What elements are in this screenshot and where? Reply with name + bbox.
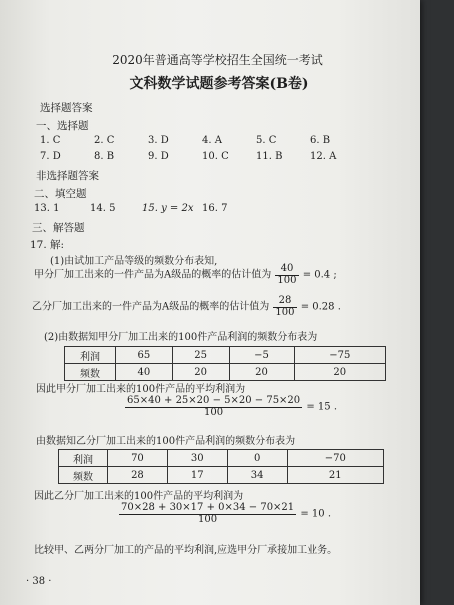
prob-b-text: 乙分厂加工出来的一件产品为A级品的概率的估计值为 xyxy=(32,301,270,313)
avg-b-equation xyxy=(118,503,331,525)
profit-table-b xyxy=(58,449,384,484)
avg-b-denominator: 100 xyxy=(198,513,218,525)
table-row xyxy=(59,467,384,484)
avg-b-numerator: 70×28 + 30×17 + 0×34 − 70×21 xyxy=(121,502,295,513)
answer-item: 6. B xyxy=(310,135,331,146)
question-17-label: 17. 解: xyxy=(30,239,65,251)
avg-a-result: = 15 . xyxy=(306,401,337,413)
solution-step-2b: 由数据知乙分厂加工出来的100件产品利润的频数分布表为 xyxy=(36,436,296,447)
table-cell: 65 xyxy=(116,347,173,364)
answer-item: 3. D xyxy=(148,135,169,146)
solution-step-1: (1)由试加工产品等级的频数分布表知, xyxy=(50,256,218,267)
conclusion: 比较甲、乙两分厂加工的产品的平均利润,应选甲分厂承接加工业务。 xyxy=(34,545,338,556)
table-cell: 20 xyxy=(172,364,229,381)
table-cell: 利润 xyxy=(59,450,108,467)
answer-item: 5. C xyxy=(256,135,277,146)
avg-a-numerator: 65×40 + 25×20 − 5×20 − 75×20 xyxy=(127,395,301,406)
prob-b-fraction xyxy=(273,296,296,318)
table-row xyxy=(65,364,386,381)
answer-item: 4. A xyxy=(202,135,222,146)
table-cell: 0 xyxy=(227,450,287,467)
table-cell: −5 xyxy=(229,347,294,364)
prob-b-numerator: 28 xyxy=(273,296,296,308)
answer-item: 8. B xyxy=(94,151,115,162)
table-cell: −75 xyxy=(294,347,385,364)
prob-a-fraction xyxy=(275,264,298,286)
table-cell: 利润 xyxy=(65,347,116,364)
answer-item: 10. C xyxy=(202,151,229,162)
prob-a-denominator: 100 xyxy=(277,274,297,286)
fill-answer: 13. 1 xyxy=(34,203,60,214)
avg-a-equation xyxy=(124,396,337,418)
table-cell: 30 xyxy=(167,450,227,467)
table-cell: 频数 xyxy=(65,364,116,381)
table-row xyxy=(59,450,384,467)
prob-a-result: = 0.4 ; xyxy=(302,269,337,281)
avg-b-result: = 10 . xyxy=(300,508,331,520)
avg-b-fraction xyxy=(119,503,296,525)
table-cell: 20 xyxy=(229,364,294,381)
avg-b-text: 因此乙分厂加工出来的100件产品的平均利润为 xyxy=(34,491,244,502)
avg-a-fraction xyxy=(125,396,302,418)
table-cell: 70 xyxy=(108,450,168,467)
answer-item: 1. C xyxy=(40,135,61,146)
answer-item: 9. D xyxy=(148,151,169,162)
choice-part-label: 一、选择题 xyxy=(36,120,89,132)
table-row xyxy=(65,347,386,364)
avg-a-text: 因此甲分厂加工出来的100件产品的平均利润为 xyxy=(36,384,246,395)
avg-a-denominator: 100 xyxy=(204,406,224,418)
prob-a-text: 甲分厂加工出来的一件产品为A级品的概率的估计值为 xyxy=(34,269,272,281)
answer-item: 12. A xyxy=(310,151,337,162)
fill-part-label: 二、填空题 xyxy=(34,188,87,200)
answer-item: 2. C xyxy=(94,135,115,146)
table-cell: 频数 xyxy=(59,467,108,484)
nonchoice-heading: 非选择题答案 xyxy=(36,170,99,182)
solution-step-2: (2)由数据知甲分厂加工出来的100件产品利润的频数分布表为 xyxy=(44,332,318,343)
prob-a-line xyxy=(34,264,337,286)
answer-item: 11. B xyxy=(256,151,283,162)
table-cell: 20 xyxy=(294,364,385,381)
prob-b-line xyxy=(32,296,341,318)
choice-heading: 选择题答案 xyxy=(40,102,93,114)
table-cell: 25 xyxy=(172,347,229,364)
table-cell: 40 xyxy=(116,364,173,381)
fill-answer: 15. y = 2x xyxy=(142,203,194,214)
table-cell: 34 xyxy=(227,467,287,484)
fill-answer: 14. 5 xyxy=(90,203,116,214)
fill-answer: 16. 7 xyxy=(202,203,228,214)
prob-b-denominator: 100 xyxy=(275,306,295,318)
answer-key-title: 文科数学试题参考答案(B卷) xyxy=(129,76,309,92)
table-cell: 28 xyxy=(108,467,168,484)
exam-title: 2020年普通高等学校招生全国统一考试 xyxy=(112,53,323,67)
prob-b-result: = 0.28 . xyxy=(300,301,341,313)
table-cell: −70 xyxy=(287,450,383,467)
profit-table-a xyxy=(64,346,386,381)
prob-a-numerator: 40 xyxy=(275,264,298,276)
page-number: · 38 · xyxy=(26,576,52,587)
table-cell: 21 xyxy=(287,467,383,484)
answer-item: 7. D xyxy=(40,151,61,162)
solve-part-label: 三、解答题 xyxy=(32,222,85,234)
table-cell: 17 xyxy=(167,467,227,484)
